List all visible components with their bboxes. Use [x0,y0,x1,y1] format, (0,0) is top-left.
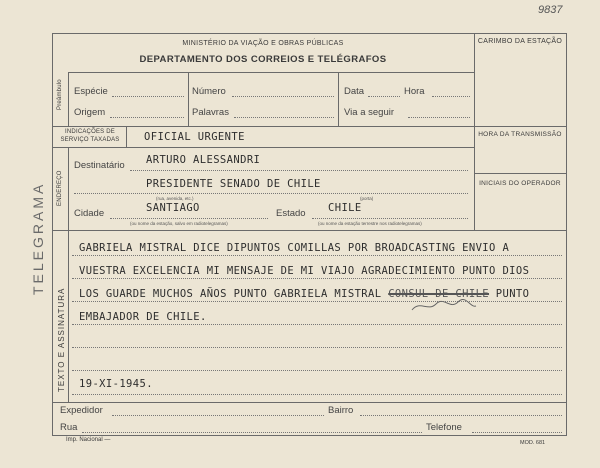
expedidor-label: Expedidor [60,405,103,416]
destinatario-label: Destinatário [74,160,125,171]
printer-mark: Imp. Nacional — [66,437,111,443]
stamp-box-label: CARIMBO DA ESTAÇÃO [477,38,563,45]
iniciais-operador-label: INICIAIS DO OPERADOR [479,180,561,187]
palavras-label: Palavras [192,107,229,118]
frame-right [566,33,567,435]
rua-sublabel: (rua, avenida, etc.) [156,196,194,201]
frame-left [52,33,53,435]
numero-label: Número [192,86,226,97]
via-label: Via a seguir [344,107,394,118]
frame-bottom [52,435,567,436]
rua-label: Rua [60,422,78,433]
message-line-3-end: PUNTO [495,288,530,300]
model-number: MOD. 681 [520,440,546,446]
message-line-1: GABRIELA MISTRAL DICE DIPUNTOS COMILLAS POR BROADCASTING ENVIO A [79,242,510,254]
estado-value: CHILE [328,202,362,214]
text-section-label: TEXTO E ASSINATURA [57,287,66,392]
frame-top [52,33,567,34]
estado-label: Estado [276,208,306,219]
destinatario-value: ARTURO ALESSANDRI [146,154,261,166]
preamble-label: Preâmbulo [57,79,63,110]
hora-transmissao-label: HORA DA TRANSMISSÃO [478,131,562,138]
porta-sublabel: (porta) [360,196,374,201]
cidade-label: Cidade [74,208,105,219]
message-line-3-text: LOS GUARDE MUCHOS AÑOS PUNTO GABRIELA MISTRAL [79,288,382,300]
department-title: DEPARTAMENTO DOS CORREIOS E TELÉGRAFOS [139,54,387,65]
origem-label: Origem [74,107,106,118]
bairro-label: Bairro [328,405,354,416]
estado-sublabel: (ou nome da estação terrestre nos radiotelegramas) [318,221,422,226]
telefone-label: Telefone [426,422,462,433]
ministry-title: MINISTÉRIO DA VIAÇÃO E OBRAS PÚBLICAS [182,40,344,47]
service-label: INDICAÇÕES DE SERVIÇO TAXADAS [60,129,120,143]
archive-number: 9837 [538,4,563,16]
address-line2: PRESIDENTE SENADO DE CHILE [146,178,321,190]
message-line-2: VUESTRA EXCELENCIA MI MENSAJE DE MI VIAJO AGRADECIMIENTO PUNTO DIOS [79,265,530,277]
telegrama-side-label: TELEGRAMA [30,181,46,295]
cidade-value: SANTIAGO [146,202,200,214]
message-line-4: EMBAJADOR DE CHILE. [79,311,207,323]
service-value: OFICIAL URGENTE [144,131,245,143]
address-label: ENDEREÇO [57,170,63,206]
hora-label: Hora [404,86,425,97]
message-line-3-struck: CONSUL DE CHILE [388,288,490,300]
message-date: 19-XI-1945. [79,378,153,390]
especie-label: Espécie [74,86,108,97]
cidade-sublabel: (ou nome da estação, salvo em radiotelegramas) [130,221,228,226]
data-label: Data [344,86,365,97]
signature-scribble [410,296,480,316]
